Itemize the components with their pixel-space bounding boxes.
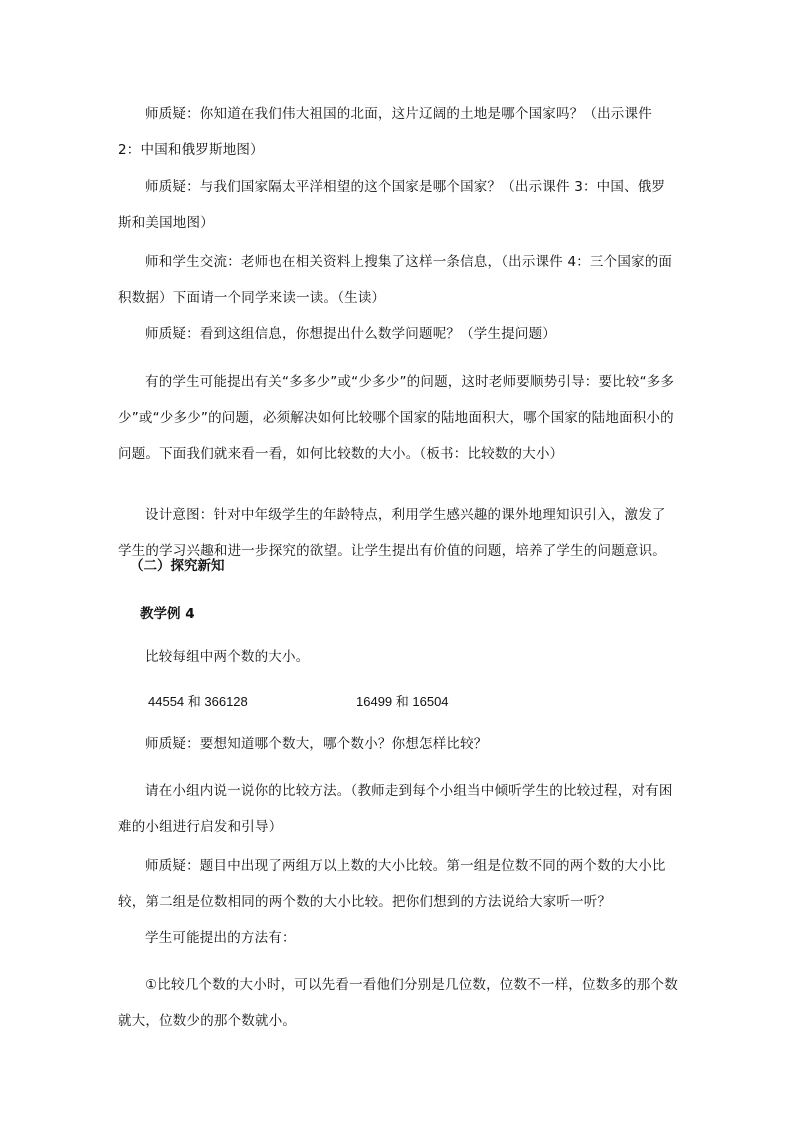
section-heading: （二）探究新知 xyxy=(130,558,225,574)
paragraph-question-north-country: 师质疑：你知道在我们伟大祖国的北面，这片辽阔的土地是哪个国家吗？（出示课件 2：中国和俄罗斯地图） xyxy=(118,106,652,158)
paragraph-teacher-student-exchange: 师和学生交流：老师也在相关资料上搜集了这样一条信息，（出示课件 4：三个国家的面积数据）下面请一个同学来读一读。（生读） xyxy=(118,254,673,306)
number-pair-2: 16499 和 16504 xyxy=(356,694,449,709)
paragraph-how-compare: 师质疑：要想知道哪个数大，哪个数小？你想怎样比较？ xyxy=(145,736,488,752)
paragraph-two-groups: 师质疑：题目中出现了两组万以上数的大小比较。第一组是位数不同的两个数的大小比较，第二组是位数相同的两个数的大小比较。把你们想到的方法说给大家听一听？ xyxy=(118,858,666,910)
paragraph-design-intent: 设计意图：针对中年级学生的年龄特点，利用学生感兴趣的课外地理知识引入，激发了学生的学习兴趣和进一步探究的欲望。让学生提出有价值的问题，培养了学生的问题意识。 xyxy=(118,507,666,559)
paragraph-math-question: 师质疑：看到这组信息，你想提出什么数学问题呢？（学生提问题） xyxy=(145,326,556,342)
number-pair-1: 44554 和 366128 xyxy=(148,694,248,709)
paragraph-possible-methods: 学生可能提出的方法有： xyxy=(145,930,296,946)
paragraph-question-pacific-country: 师质疑：与我们国家隔太平洋相望的这个国家是哪个国家？（出示课件 3：中国、俄罗斯和美国地图） xyxy=(118,179,666,231)
paragraph-group-discussion: 请在小组内说一说你的比较方法。（教师走到每个小组当中倾听学生的比较过程，对有困难的小组进行启发和引导） xyxy=(118,783,673,835)
paragraph-guidance: 有的学生可能提出有关“多多少”或“少多少”的问题，这时老师要顺势引导：要比较“多多少”或“少多少”的问题，必须解决如何比较哪个国家的陆地面积大，哪个国家的陆地面积小的问题。下面我们就来看一看，如何比较数的大小。（板书：比较数的大小） xyxy=(118,374,675,462)
example-heading: 教学例 4 xyxy=(140,606,195,622)
task-text: 比较每组中两个数的大小。 xyxy=(145,649,310,665)
paragraph-method-one: ①比较几个数的大小时，可以先看一看他们分别是几位数，位数不一样，位数多的那个数就大，位数少的那个数就小。 xyxy=(118,977,678,1029)
